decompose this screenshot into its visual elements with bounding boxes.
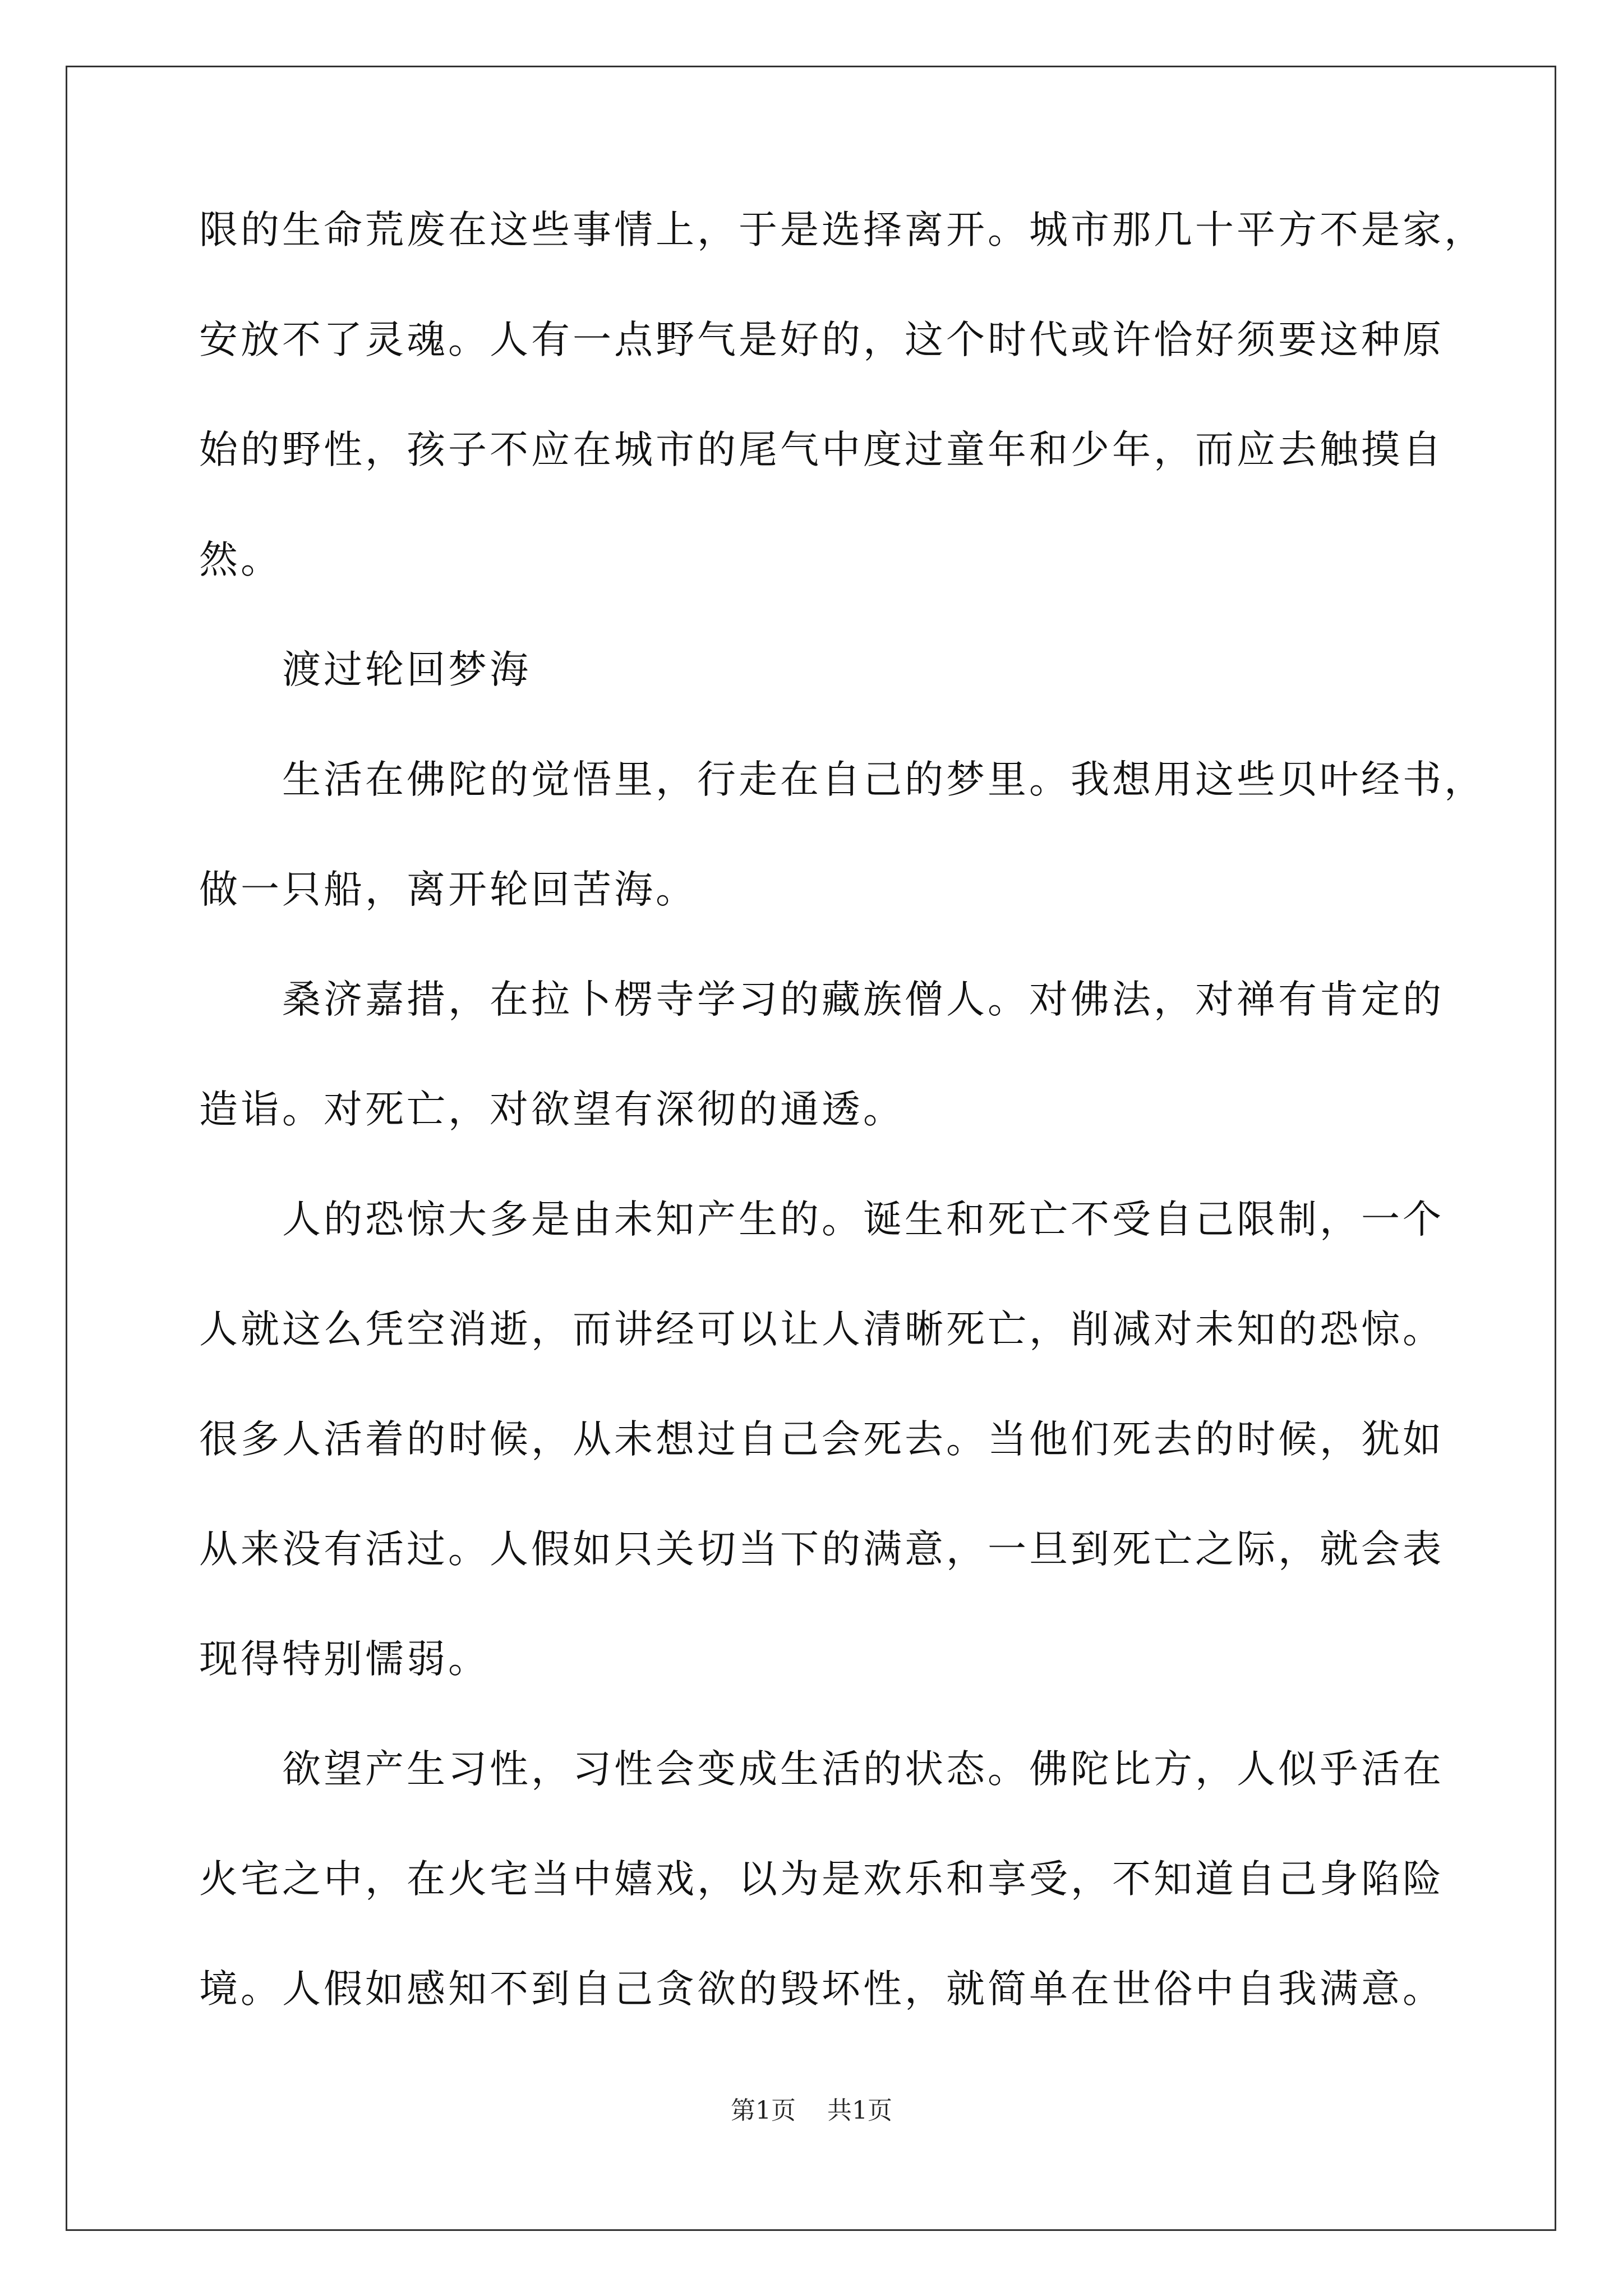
page-border (66, 66, 1556, 2231)
body-line: 造诣。对死亡，对欲望有深彻的通透。 (199, 1087, 905, 1132)
body-line: 从来没有活过。人假如只关切当下的满意，一旦到死亡之际，就会表 (199, 1527, 1444, 1572)
paragraph-first-line: 生活在佛陀的觉悟里，行走在自己的梦里。我想用这些贝叶经书， (282, 757, 1486, 802)
body-line: 境。人假如感知不到自己贪欲的毁坏性，就简单在世俗中自我满意。 (199, 1967, 1444, 2012)
body-line: 火宅之中，在火宅当中嬉戏，以为是欢乐和享受，不知道自己身陷险 (199, 1857, 1444, 1902)
body-line: 做一只船，离开轮回苦海。 (199, 867, 697, 912)
paragraph-first-line: 桑济嘉措，在拉卜楞寺学习的藏族僧人。对佛法，对禅有肯定的 (282, 977, 1444, 1022)
body-line: 安放不了灵魂。人有一点野气是好的，这个时代或许恰好须要这种原 (199, 318, 1444, 362)
page-number-footer: 第1页 共1页 (731, 2096, 892, 2125)
section-heading: 渡过轮回梦海 (282, 647, 531, 692)
body-line: 限的生命荒废在这些事情上，于是选择离开。城市那几十平方不是家， (199, 208, 1486, 252)
body-line: 然。 (199, 537, 282, 582)
paragraph-first-line: 欲望产生习性，习性会变成生活的状态。佛陀比方，人似乎活在 (282, 1747, 1444, 1792)
body-line: 始的野性，孩子不应在城市的尾气中度过童年和少年，而应去触摸自 (199, 427, 1444, 472)
body-line: 现得特别懦弱。 (199, 1637, 490, 1682)
paragraph-first-line: 人的恐惊大多是由未知产生的。诞生和死亡不受自己限制，一个 (282, 1197, 1444, 1242)
body-line: 人就这么凭空消逝，而讲经可以让人清晰死亡，削减对未知的恐惊。 (199, 1307, 1444, 1352)
body-line: 很多人活着的时候，从未想过自己会死去。当他们死去的时候，犹如 (199, 1417, 1444, 1462)
